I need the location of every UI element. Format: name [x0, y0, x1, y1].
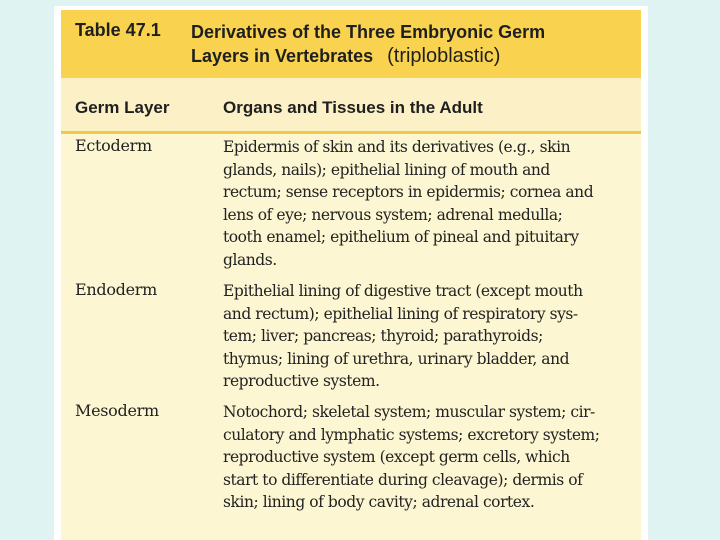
organs-description [223, 136, 633, 271]
table-number: Table 47.1 [75, 20, 161, 40]
germ-layer-name: Mesoderm [75, 401, 159, 420]
table-panel [61, 10, 641, 540]
table-title [191, 20, 545, 68]
description-line: Epidermis of skin and its derivatives (e.g., skin [223, 138, 571, 156]
description-line: glands. [223, 250, 277, 269]
description-line: tem; liver; pancreas; thyroid; parathyroids; [223, 327, 543, 345]
organs-description [223, 280, 633, 393]
column-header-row [61, 78, 641, 134]
column-header-organs: Organs and Tissues in the Adult [223, 98, 483, 117]
description-line: reproductive system. [223, 372, 380, 390]
description-line: lens of eye; nervous system; adrenal medulla; [223, 205, 563, 224]
table-title-band [61, 10, 641, 78]
description-line: Notochord; skeletal system; muscular system; cir- [223, 403, 595, 421]
description-line: thymus; lining of urethra, urinary bladder, and [223, 349, 570, 368]
table-title-note: (triploblastic) [387, 45, 501, 67]
description-line: start to differentiate during cleavage); dermis of [223, 470, 583, 489]
description-line: Epithelial lining of digestive tract (except mouth [223, 282, 583, 300]
table-title-line-2-wrap [191, 44, 545, 68]
organs-description [223, 401, 633, 514]
germ-layer-name: Endoderm [75, 280, 157, 299]
description-line: rectum; sense receptors in epidermis; cornea and [223, 183, 594, 201]
description-line: reproductive system (except germ cells, which [223, 448, 570, 466]
column-header-germ-layer: Germ Layer [75, 98, 170, 117]
description-line: culatory and lymphatic systems; excretory system; [223, 425, 600, 444]
germ-layer-name: Ectoderm [75, 136, 152, 155]
table-title-line-1: Derivatives of the Three Embryonic Germ [191, 22, 546, 42]
description-line: glands, nails); epithelial lining of mouth and [223, 160, 550, 179]
table-title-line-2: Layers in Vertebrates [191, 46, 374, 66]
description-line: and rectum); epithelial lining of respiratory sys- [223, 304, 578, 323]
description-line: tooth enamel; epithelium of pineal and pituitary [223, 228, 579, 246]
description-line: skin; lining of body cavity; adrenal cortex. [223, 493, 535, 511]
